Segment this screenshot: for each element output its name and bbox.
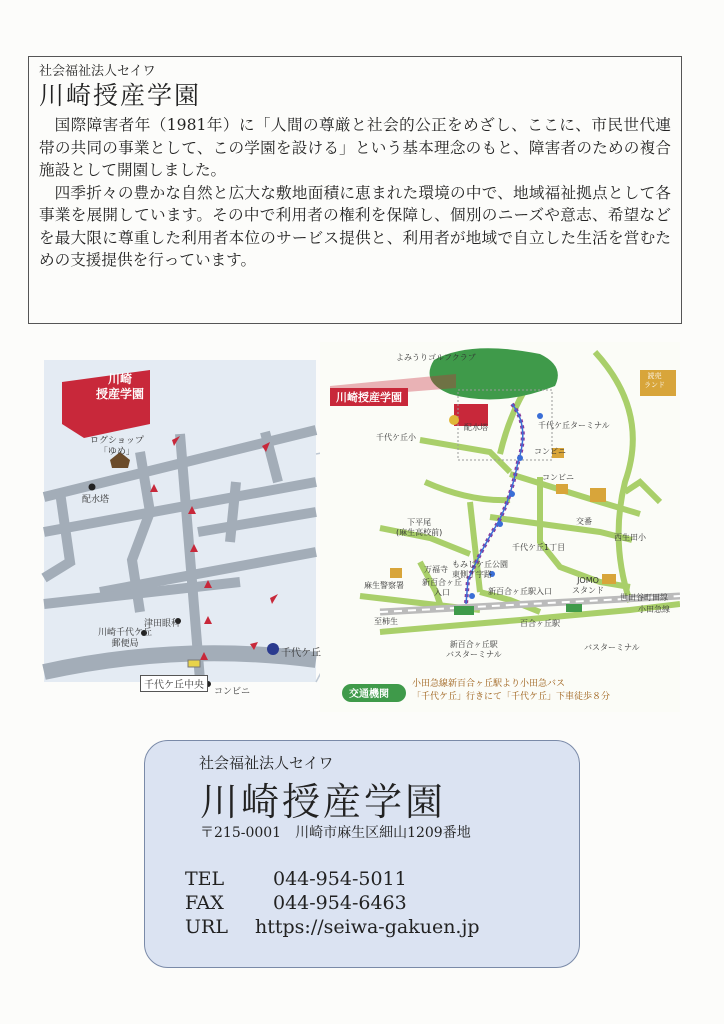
tel-value[interactable]: 044-954-5011 bbox=[273, 868, 407, 890]
access-line-2: 「千代ケ丘」行きにて「千代ケ丘」下車徒歩８分 bbox=[412, 692, 611, 702]
access-line-1: 小田急線新百合ヶ丘駅より小田急バス bbox=[412, 679, 566, 689]
bus-terminal-label: バスターミナル bbox=[584, 643, 640, 652]
post-office-label-line2: 郵便局 bbox=[111, 639, 139, 649]
fax-row bbox=[185, 891, 407, 915]
yomiuri-land-label bbox=[644, 372, 665, 390]
access-map bbox=[40, 342, 680, 712]
bus-stop-marker-left bbox=[188, 660, 200, 667]
convenience-label-1: コンビニ bbox=[534, 447, 566, 456]
bus-stop-icon bbox=[267, 643, 279, 655]
yomiuri-land-label-line2: ランド bbox=[644, 381, 665, 389]
shinyuri-entrance-label bbox=[422, 578, 462, 598]
tel-label: TEL bbox=[185, 868, 225, 890]
odakyu-line-label: 小田急線 bbox=[638, 605, 670, 614]
clinic-label: 津田眼科 bbox=[144, 619, 181, 629]
post-office-label-line1: 川崎千代ケ丘 bbox=[98, 628, 153, 638]
fax-value: 044-954-6463 bbox=[273, 892, 407, 914]
tel-row bbox=[185, 867, 407, 891]
convenience-label-left: コンビニ bbox=[214, 687, 251, 697]
water-tower-label-right: 配水塔 bbox=[464, 423, 488, 432]
intro-subtitle: 社会福祉法人セイワ bbox=[39, 64, 156, 79]
jomo-block bbox=[602, 574, 616, 584]
setagaya-machida-label: 世田谷町田線 bbox=[620, 593, 668, 602]
police-block bbox=[390, 568, 402, 578]
access-label: 交通機関 bbox=[349, 689, 389, 700]
convenience-block-2 bbox=[556, 484, 568, 494]
water-tower-label-left: 配水塔 bbox=[82, 495, 110, 505]
access-info bbox=[412, 678, 610, 704]
shinyuri-station-entrance-label: 新百合ヶ丘駅入口 bbox=[488, 587, 552, 596]
log-shop-label-line1: ログショップ bbox=[90, 436, 144, 446]
asao-police-label: 麻生警察署 bbox=[364, 581, 404, 590]
left-facility-label bbox=[96, 372, 144, 402]
yurigaoka-station-label: 百合ヶ丘駅 bbox=[520, 619, 560, 628]
log-shop-label-line2: 「ゆめ」 bbox=[98, 447, 135, 457]
chiyogaoka-terminal-label: 千代ケ丘ターミナル bbox=[538, 421, 610, 430]
shinyuri-bus-label-line2: バスターミナル bbox=[446, 650, 502, 659]
water-tower-dot-left bbox=[89, 484, 96, 491]
yomiuri-land-label-line1: 読売 bbox=[647, 372, 662, 380]
jomo-label-line1: JOMO bbox=[577, 576, 599, 585]
shinyuri-bus-label-line1: 新百合ヶ丘駅 bbox=[449, 640, 498, 649]
koban-block bbox=[590, 488, 606, 502]
jomo-label bbox=[572, 576, 604, 596]
intro-title: 川崎授産学園 bbox=[39, 81, 202, 110]
left-facility-label-line1: 川崎 bbox=[108, 372, 133, 386]
water-tower-marker-right bbox=[449, 415, 459, 425]
shinyuri-entrance-label-line1: 新百合ヶ丘 bbox=[422, 578, 462, 587]
log-shop-label bbox=[90, 436, 144, 458]
contact-box bbox=[144, 740, 580, 968]
bus-stop-label: 千代ケ丘 bbox=[281, 648, 321, 659]
manpukuji-label: 万福寺 bbox=[424, 565, 448, 574]
contact-subtitle: 社会福祉法人セイワ bbox=[199, 754, 334, 772]
postal-address: 〒215-0001 川崎市麻生区細山1209番地 bbox=[200, 825, 471, 841]
url-link[interactable]: https://seiwa-gakuen.jp bbox=[255, 916, 480, 938]
yurigaoka-station-block bbox=[566, 604, 582, 612]
shinyuri-station-block bbox=[454, 606, 474, 615]
url-row bbox=[185, 915, 480, 939]
shimohirao-label-line2: (麻生高校前) bbox=[396, 528, 443, 537]
intro-box bbox=[28, 56, 682, 324]
intro-paragraph-2: 四季折々の豊かな自然と広大な敷地面積に恵まれた環境の中で、地域福祉拠点として各事業を展開しています。その中で利用者の権利を保障し、個別のニーズや意志、希望などを最大限に尊重した利用者本位のサービス提供と、利用者が地域で自立した生活を営むための支援提供を行っています。 bbox=[39, 183, 671, 269]
shimohirao-label bbox=[396, 518, 442, 538]
contact-title: 川崎授産学園 bbox=[200, 780, 447, 824]
bus-stop-center-label: 千代ケ丘中央 bbox=[140, 675, 208, 692]
momiji-label-line2: 東側丁字路 bbox=[452, 570, 492, 579]
chiyogaoka-1chome-label: 千代ケ丘1丁目 bbox=[512, 543, 566, 552]
golf-club-label: よみうりゴルフクラブ bbox=[396, 353, 476, 362]
shinyuri-entrance-label-line2: 入口 bbox=[434, 588, 450, 597]
fax-label: FAX bbox=[185, 892, 224, 914]
momiji-label-line1: もみじケ丘公園 bbox=[452, 560, 508, 569]
shimohirao-label-line1: 下平尾 bbox=[407, 518, 432, 527]
jomo-label-line2: スタンド bbox=[572, 586, 604, 595]
post-office-label bbox=[98, 628, 152, 650]
url-label: URL bbox=[185, 916, 228, 938]
left-facility-label-line2: 授産学園 bbox=[96, 387, 145, 401]
shibuo-label: 至柿生 bbox=[374, 617, 398, 626]
koban-label: 交番 bbox=[576, 517, 592, 526]
nishiyurida-elementary-label: 西生田小 bbox=[614, 533, 646, 542]
shinyuri-bus-terminal-label bbox=[446, 640, 502, 660]
convenience-label-2: コンビニ bbox=[542, 473, 574, 482]
chiyogaoka-elementary-label: 千代ケ丘小 bbox=[376, 433, 416, 442]
momiji-label bbox=[452, 560, 508, 580]
intro-paragraph-1: 国際障害者年（1981年）に「人間の尊厳と社会的公正をめざし、ここに、市民世代連帯の共同の事業として、この学園を設ける」という基本理念のもと、障害者のための複合施設として開園しました。 bbox=[39, 116, 671, 179]
right-facility-label: 川崎授産学園 bbox=[330, 388, 408, 406]
